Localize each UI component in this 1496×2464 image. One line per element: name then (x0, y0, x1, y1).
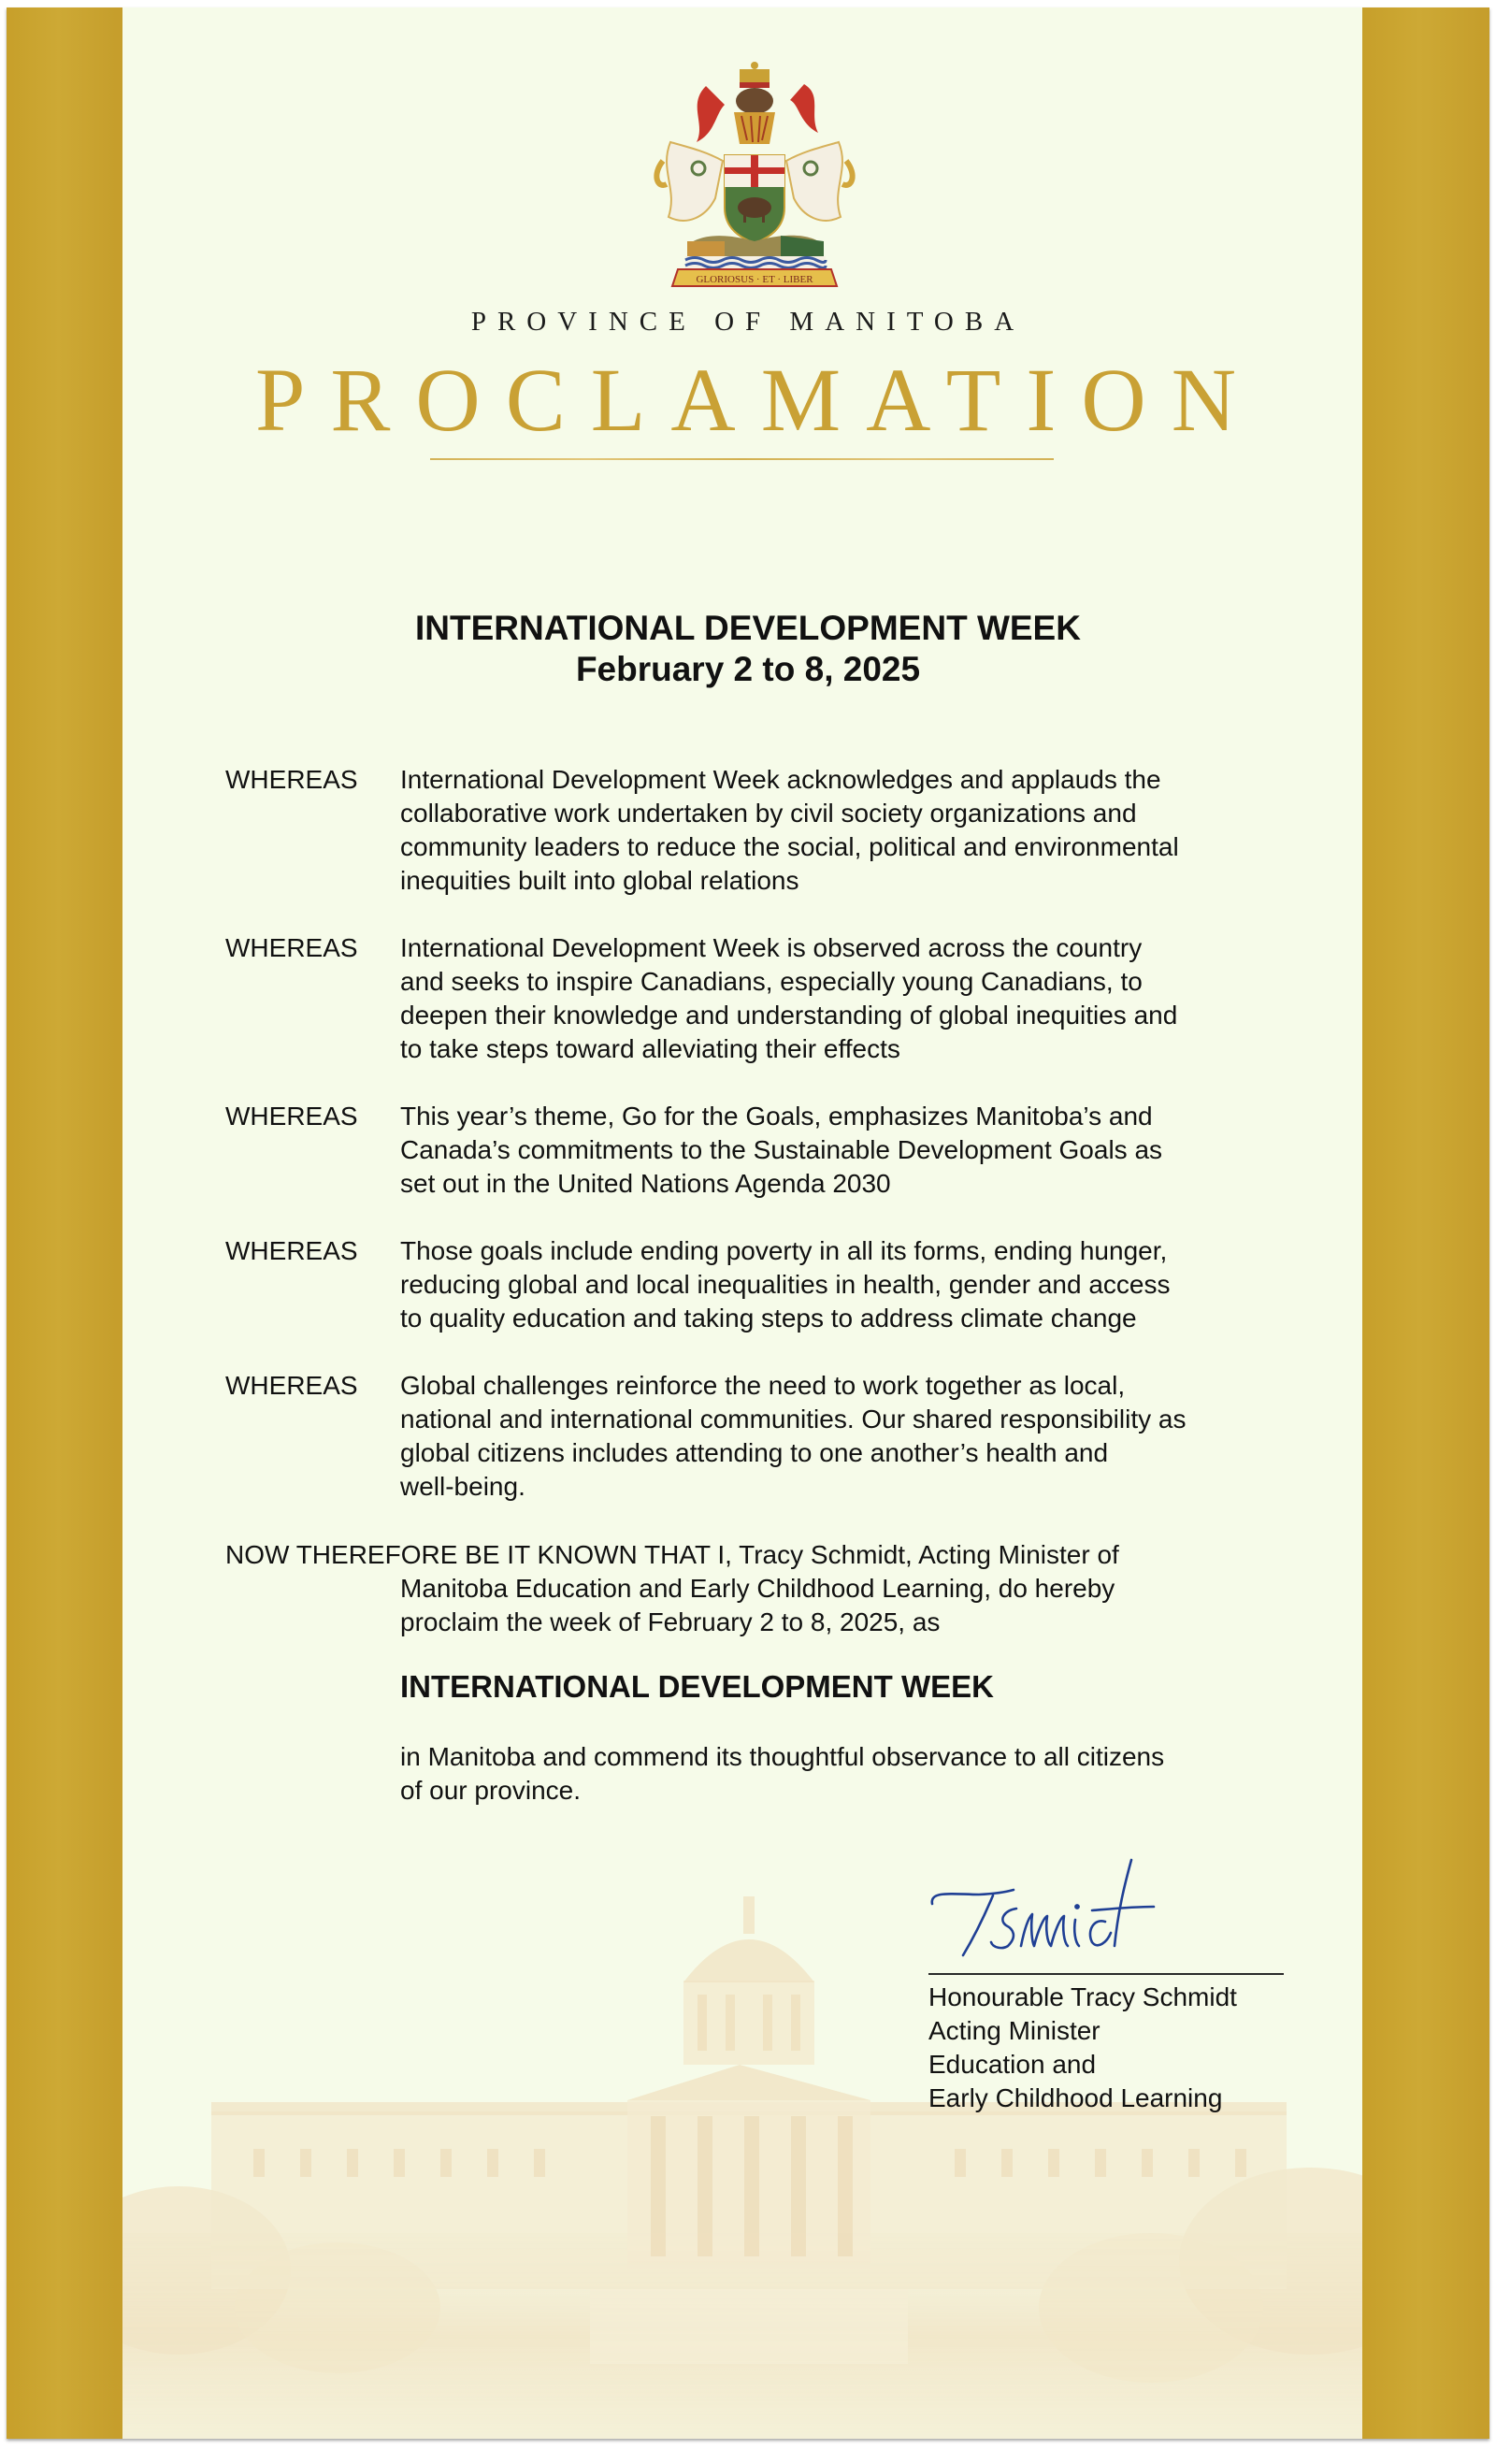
clause-label: WHEREAS (225, 1236, 358, 1265)
event-title: INTERNATIONAL DEVELOPMENT WEEK (415, 609, 1081, 647)
closing-line: of our province. (400, 1776, 581, 1805)
proclamation-statement (225, 1538, 1119, 1639)
clause-line: Canada’s commitments to the Sustainable Development Goals as (400, 1135, 1163, 1164)
clause-line: inequities built into global relations (400, 866, 799, 895)
clause-text (400, 931, 1298, 1066)
event-dates: February 2 to 8, 2025 (575, 650, 921, 688)
clause-line: well-being. (400, 1472, 525, 1501)
signature-icon (928, 1852, 1217, 1965)
clause-text (400, 1100, 1298, 1201)
clause-line: and seeks to inspire Canadians, especially young Canadians, to (400, 967, 1143, 996)
clause-line: to quality education and taking steps to address climate change (400, 1304, 1137, 1333)
clause-line: set out in the United Nations Agenda 2030 (400, 1169, 891, 1198)
crest-motto: GLORIOSUS · ET · LIBER (696, 274, 813, 285)
now-therefore-line: NOW THEREFORE BE IT KNOWN THAT I, Tracy Schmidt, Acting Minister of (225, 1540, 1119, 1569)
signatory-department: Education and (928, 2050, 1097, 2079)
clause-line: collaborative work undertaken by civil society organizations and (400, 799, 1137, 828)
whereas-clauses (225, 763, 1301, 1537)
clause-line: International Development Week is observed across the country (400, 933, 1143, 962)
whereas-clause (225, 763, 1301, 898)
signatory-department: Early Childhood Learning (928, 2083, 1223, 2112)
manitoba-coat-of-arms-icon (650, 58, 859, 288)
proclaimed-event-heading: INTERNATIONAL DEVELOPMENT WEEK (400, 1669, 994, 1704)
proclamation-document (7, 7, 1489, 2439)
whereas-clause (225, 1369, 1301, 1504)
closing-line: in Manitoba and commend its thoughtful observance to all citizens (400, 1742, 1165, 1771)
whereas-clause (225, 931, 1301, 1066)
header-divider (430, 458, 1054, 460)
signatory-block (928, 1981, 1237, 2115)
clause-line: Those goals include ending poverty in all its forms, ending hunger, (400, 1236, 1168, 1265)
clause-text (400, 1234, 1298, 1335)
statement-line: proclaim the week of February 2 to 8, 2025, as (400, 1607, 941, 1636)
clause-line: International Development Week acknowledges and applauds the (400, 765, 1161, 794)
clause-line: global citizens includes attending to one another’s health and (400, 1438, 1109, 1467)
signatory-name: Honourable Tracy Schmidt (928, 1982, 1237, 2011)
whereas-clause (225, 1100, 1301, 1201)
now-therefore-continuation (225, 1572, 1119, 1639)
province-name: PROVINCE OF MANITOBA (470, 307, 1026, 337)
clause-text (400, 1369, 1298, 1504)
clause-line: reducing global and local inequalities in health, gender and access (400, 1270, 1171, 1299)
clause-line: community leaders to reduce the social, political and environmental (400, 832, 1179, 861)
clause-text (400, 763, 1298, 898)
clause-line: deepen their knowledge and understanding of global inequities and (400, 1001, 1178, 1030)
signatory-title: Acting Minister (928, 2016, 1100, 2045)
closing-statement (400, 1740, 1164, 1808)
clause-label: WHEREAS (225, 1371, 358, 1400)
clause-label: WHEREAS (225, 933, 358, 962)
signature-line (928, 1973, 1284, 1975)
clause-line: national and international communities. Our shared responsibility as (400, 1405, 1187, 1434)
whereas-clause (225, 1234, 1301, 1335)
clause-line: Global challenges reinforce the need to work together as local, (400, 1371, 1126, 1400)
clause-label: WHEREAS (225, 1102, 358, 1131)
clause-line: This year’s theme, Go for the Goals, emphasizes Manitoba’s and (400, 1102, 1153, 1131)
document-type-heading: PROCLAMATION (254, 350, 1262, 450)
proclamation-title (7, 608, 1489, 690)
clause-line: to take steps toward alleviating their effects (400, 1034, 900, 1063)
statement-line: Manitoba Education and Early Childhood Learning, do hereby (400, 1574, 1115, 1603)
clause-label: WHEREAS (225, 765, 358, 794)
